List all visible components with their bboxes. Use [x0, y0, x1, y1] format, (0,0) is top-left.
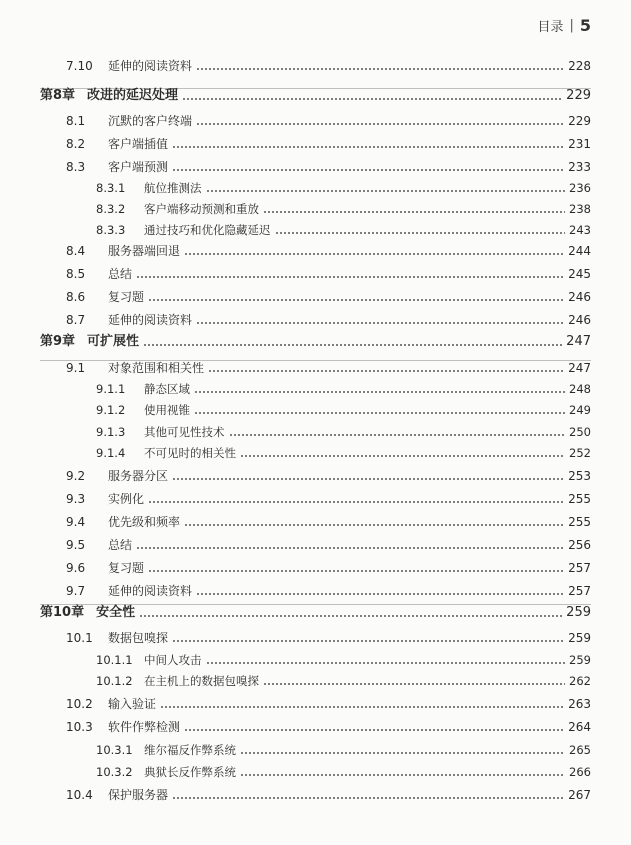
toc-entry-number: 9.1.1	[96, 382, 126, 396]
toc-entry-number: 8.5	[66, 267, 86, 281]
toc-entry-page: 244	[568, 244, 591, 258]
toc-entry-title: 通过技巧和优化隐藏延迟	[144, 223, 271, 237]
toc-entry-number: 8.7	[66, 313, 86, 327]
toc-entry-page: 236	[569, 181, 591, 195]
toc-dot-leader	[208, 370, 564, 372]
toc-entry-title: 客户端插值	[108, 137, 169, 151]
toc-entry-page: 229	[568, 114, 591, 128]
toc-dot-leader	[196, 322, 564, 324]
toc-entry-title: 软件作弊检测	[108, 720, 181, 734]
toc-section-row[interactable]	[66, 288, 591, 306]
toc-dot-leader	[263, 211, 565, 213]
toc-entry-page: 252	[569, 446, 591, 460]
header-label: 目录	[537, 20, 564, 35]
toc-dot-leader	[184, 729, 564, 731]
toc-entry-title: 实例化	[108, 492, 145, 506]
toc-entry-number: 9.2	[66, 469, 86, 483]
toc-entry-title: 延伸的阅读资料	[108, 59, 193, 73]
toc-entry-number: 第10章	[40, 605, 85, 620]
toc-entry-title: 输入验证	[108, 697, 157, 711]
toc-entry-page: 253	[568, 469, 591, 483]
toc-entry-number: 9.6	[66, 561, 86, 575]
toc-entry-title: 延伸的阅读资料	[108, 584, 193, 598]
toc-entry-number: 9.5	[66, 538, 86, 552]
toc-dot-leader	[184, 253, 564, 255]
toc-dot-leader	[263, 683, 565, 685]
toc-section-row[interactable]	[66, 112, 591, 130]
toc-entry-page: 246	[568, 290, 591, 304]
toc-entry-number: 10.3.2	[96, 765, 133, 779]
toc-dot-leader	[206, 662, 566, 664]
toc-entry-number: 9.1.2	[96, 403, 126, 417]
toc-entry-page: 246	[568, 313, 591, 327]
toc-entry-page: 255	[568, 492, 591, 506]
toc-entry-title: 延伸的阅读资料	[108, 313, 193, 327]
toc-dot-leader	[172, 146, 564, 148]
toc-section-row[interactable]	[66, 718, 591, 736]
toc-dot-leader	[240, 774, 565, 776]
toc-entry-number: 8.3	[66, 160, 86, 174]
toc-entry-title: 可扩展性	[87, 334, 140, 349]
toc-entry-title: 沉默的客户终端	[108, 114, 193, 128]
toc-entry-title: 优先级和频率	[108, 515, 181, 529]
toc-dot-leader	[139, 615, 562, 617]
toc-subsection-row[interactable]	[96, 200, 591, 218]
toc-entry-number: 10.2	[66, 697, 93, 711]
toc-dot-leader	[240, 752, 565, 754]
toc-entry-number: 8.6	[66, 290, 86, 304]
toc-entry-title: 在主机上的数据包嗅探	[144, 674, 259, 688]
toc-section-row[interactable]	[66, 559, 591, 577]
toc-dot-leader	[196, 123, 564, 125]
toc-entry-title: 客户端预测	[108, 160, 169, 174]
toc-entry-title: 不可见时的相关性	[144, 446, 236, 460]
toc-subsection-row[interactable]	[96, 221, 591, 239]
toc-dot-leader	[172, 169, 564, 171]
toc-chapter-row[interactable]	[40, 333, 591, 351]
toc-dot-leader	[229, 434, 566, 436]
toc-entry-number: 9.4	[66, 515, 86, 529]
toc-entry-page: 228	[568, 59, 591, 73]
toc-subsection-row[interactable]	[96, 401, 591, 419]
toc-entry-page: 229	[566, 88, 591, 103]
toc-entry-title: 改进的延迟处理	[87, 88, 179, 103]
toc-chapter-row[interactable]	[40, 87, 591, 105]
toc-section-row[interactable]	[66, 359, 591, 377]
header-page-number: 5	[579, 16, 591, 35]
toc-entry-title: 复习题	[108, 561, 145, 575]
toc-dot-leader	[160, 706, 564, 708]
toc-entry-number: 7.10	[66, 59, 93, 73]
toc-dot-leader	[172, 640, 564, 642]
toc-entry-page: 259	[566, 605, 591, 620]
toc-entry-number: 8.3.1	[96, 181, 126, 195]
toc-entry-title: 静态区域	[144, 382, 190, 396]
toc-section-row[interactable]	[66, 536, 591, 554]
toc-entry-number: 8.3.2	[96, 202, 126, 216]
toc-entry-page: 255	[568, 515, 591, 529]
toc-dot-leader	[172, 478, 564, 480]
toc-dot-leader	[194, 412, 565, 414]
toc-entry-page: 259	[569, 653, 591, 667]
toc-dot-leader	[196, 68, 564, 70]
toc-entry-title: 其他可见性技术	[144, 425, 225, 439]
toc-entry-number: 8.1	[66, 114, 86, 128]
toc-entry-number: 8.3.3	[96, 223, 126, 237]
toc-subsection-row[interactable]	[96, 741, 591, 759]
toc-dot-leader	[143, 344, 562, 346]
toc-entry-number: 10.1.2	[96, 674, 133, 688]
toc-dot-leader	[275, 232, 566, 234]
toc-section-row[interactable]	[66, 242, 591, 260]
toc-entry-title: 总结	[108, 267, 133, 281]
toc-dot-leader	[196, 593, 564, 595]
toc-entry-page: 249	[569, 403, 591, 417]
toc-section-row[interactable]	[66, 158, 591, 176]
toc-section-row[interactable]	[66, 57, 591, 75]
toc-entry-page: 263	[568, 697, 591, 711]
header-separator: |	[569, 18, 574, 33]
toc-entry-page: 250	[569, 425, 591, 439]
toc-section-row[interactable]	[66, 513, 591, 531]
toc-entry-number: 第8章	[40, 88, 76, 103]
toc-entry-number: 9.1.4	[96, 446, 126, 460]
toc-entry-number: 10.3	[66, 720, 93, 734]
toc-entry-page: 256	[568, 538, 591, 552]
toc-entry-title: 使用视锥	[144, 403, 190, 417]
toc-subsection-row[interactable]	[96, 179, 591, 197]
toc-entry-number: 9.1	[66, 361, 86, 375]
toc-dot-leader	[240, 455, 565, 457]
toc-entry-number: 9.7	[66, 584, 86, 598]
toc-entry-title: 客户端移动预测和重放	[144, 202, 259, 216]
toc-section-row[interactable]	[66, 265, 591, 283]
toc-chapter-row[interactable]	[40, 604, 591, 622]
toc-entry-title: 对象范围和相关性	[108, 361, 205, 375]
toc-entry-page: 247	[568, 361, 591, 375]
toc-entry-page: 238	[569, 202, 591, 216]
toc-entry-page: 245	[568, 267, 591, 281]
toc-entry-number: 9.3	[66, 492, 86, 506]
toc-dot-leader	[136, 547, 564, 549]
toc-entry-title: 维尔福反作弊系统	[144, 743, 236, 757]
toc-entry-title: 航位推测法	[144, 181, 202, 195]
toc-subsection-row[interactable]	[96, 380, 591, 398]
toc-dot-leader	[148, 501, 564, 503]
toc-entry-number: 10.3.1	[96, 743, 133, 757]
toc-section-row[interactable]	[66, 135, 591, 153]
toc-entry-number: 10.1.1	[96, 653, 133, 667]
toc-entry-page: 231	[568, 137, 591, 151]
toc-entry-number: 8.2	[66, 137, 86, 151]
toc-entry-number: 第9章	[40, 334, 76, 349]
toc-subsection-row[interactable]	[96, 763, 591, 781]
toc-subsection-row[interactable]	[96, 672, 591, 690]
toc-dot-leader	[172, 797, 564, 799]
toc-entry-number: 8.4	[66, 244, 86, 258]
toc-entry-number: 9.1.3	[96, 425, 126, 439]
toc-section-row[interactable]	[66, 467, 591, 485]
toc-entry-title: 保护服务器	[108, 788, 169, 802]
toc-entry-page: 262	[569, 674, 591, 688]
toc-entry-title: 复习题	[108, 290, 145, 304]
toc-entry-title: 安全性	[96, 605, 136, 620]
toc-dot-leader	[194, 391, 565, 393]
toc-entry-page: 233	[568, 160, 591, 174]
toc-entry-number: 10.4	[66, 788, 93, 802]
toc-section-row[interactable]	[66, 490, 591, 508]
toc-subsection-row[interactable]	[96, 651, 591, 669]
toc-entry-page: 247	[566, 334, 591, 349]
toc-dot-leader	[148, 299, 564, 301]
toc-section-row[interactable]	[66, 311, 591, 329]
toc-entry-page: 267	[568, 788, 591, 802]
toc-entry-title: 服务器分区	[108, 469, 169, 483]
toc-section-row[interactable]	[66, 695, 591, 713]
toc-section-row[interactable]	[66, 786, 591, 804]
toc-entry-page: 259	[568, 631, 591, 645]
toc-entry-title: 典狱长反作弊系统	[144, 765, 236, 779]
toc-entry-title: 数据包嗅探	[108, 631, 169, 645]
toc-entry-number: 10.1	[66, 631, 93, 645]
toc-dot-leader	[182, 98, 562, 100]
toc-dot-leader	[148, 570, 564, 572]
toc-dot-leader	[206, 190, 566, 192]
toc-entry-page: 248	[569, 382, 591, 396]
toc-section-row[interactable]	[66, 582, 591, 600]
toc-entry-title: 中间人攻击	[144, 653, 202, 667]
toc-entry-page: 243	[569, 223, 591, 237]
toc-entry-title: 服务器端回退	[108, 244, 181, 258]
toc-entry-page: 257	[568, 561, 591, 575]
page-header	[537, 16, 591, 35]
toc-subsection-row[interactable]	[96, 423, 591, 441]
toc-entry-title: 总结	[108, 538, 133, 552]
toc-entry-page: 265	[569, 743, 591, 757]
toc-entry-page: 264	[568, 720, 591, 734]
toc-entry-page: 257	[568, 584, 591, 598]
toc-subsection-row[interactable]	[96, 444, 591, 462]
toc-section-row[interactable]	[66, 629, 591, 647]
toc-dot-leader	[184, 524, 564, 526]
toc-dot-leader	[136, 276, 564, 278]
toc-entry-page: 266	[569, 765, 591, 779]
